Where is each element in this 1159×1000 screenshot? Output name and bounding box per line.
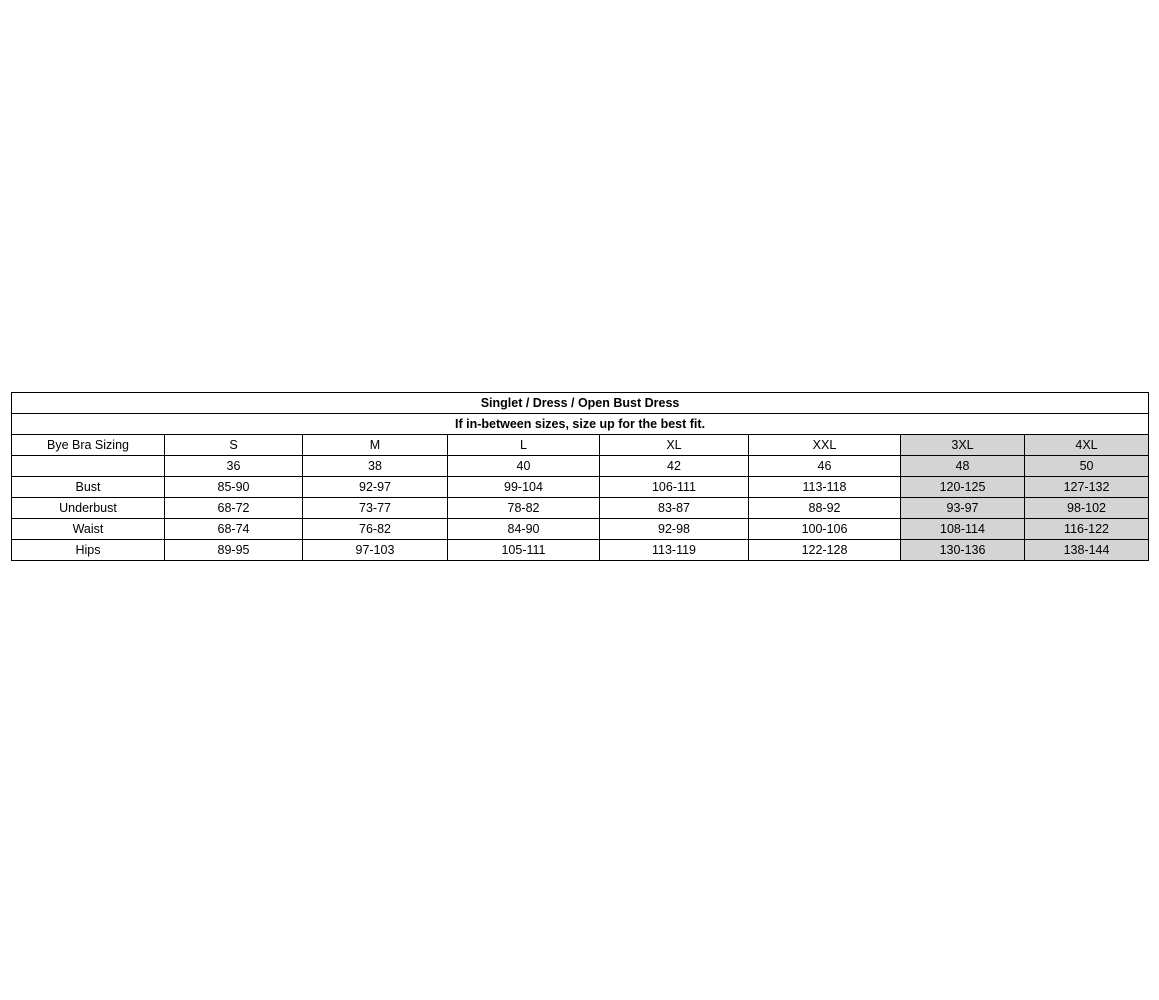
- cell-waist-l: 84-90: [448, 519, 600, 540]
- numeric-sizes-label: [12, 456, 165, 477]
- row-label-bust: Bust: [12, 477, 165, 498]
- cell-hips-l: 105-111: [448, 540, 600, 561]
- cell-underbust-xxl: 88-92: [749, 498, 901, 519]
- table-row: [12, 456, 1149, 477]
- cell-bust-l: 99-104: [448, 477, 600, 498]
- cell-underbust-m: 73-77: [303, 498, 448, 519]
- table-header-row: [12, 435, 1149, 456]
- cell-waist-m: 76-82: [303, 519, 448, 540]
- size-chart-sheet: [11, 392, 1148, 561]
- table-row: [12, 519, 1149, 540]
- numeric-size-xl: 42: [600, 456, 749, 477]
- cell-waist-3xl: 108-114: [901, 519, 1025, 540]
- cell-bust-m: 92-97: [303, 477, 448, 498]
- chart-subtitle: If in-between sizes, size up for the best fit.: [12, 414, 1149, 435]
- numeric-size-xxl: 46: [749, 456, 901, 477]
- numeric-size-4xl: 50: [1025, 456, 1149, 477]
- cell-bust-xxl: 113-118: [749, 477, 901, 498]
- header-size-m: M: [303, 435, 448, 456]
- header-size-s: S: [165, 435, 303, 456]
- header-label: Bye Bra Sizing: [12, 435, 165, 456]
- numeric-size-l: 40: [448, 456, 600, 477]
- size-chart-table: [11, 392, 1149, 561]
- cell-bust-3xl: 120-125: [901, 477, 1025, 498]
- chart-title: Singlet / Dress / Open Bust Dress: [12, 393, 1149, 414]
- table-subtitle-row: [12, 414, 1149, 435]
- row-label-waist: Waist: [12, 519, 165, 540]
- numeric-size-m: 38: [303, 456, 448, 477]
- cell-hips-4xl: 138-144: [1025, 540, 1149, 561]
- cell-bust-4xl: 127-132: [1025, 477, 1149, 498]
- header-size-xl: XL: [600, 435, 749, 456]
- table-row: [12, 498, 1149, 519]
- cell-underbust-4xl: 98-102: [1025, 498, 1149, 519]
- cell-hips-xl: 113-119: [600, 540, 749, 561]
- cell-underbust-3xl: 93-97: [901, 498, 1025, 519]
- cell-underbust-xl: 83-87: [600, 498, 749, 519]
- cell-hips-s: 89-95: [165, 540, 303, 561]
- cell-waist-xl: 92-98: [600, 519, 749, 540]
- table-row: [12, 477, 1149, 498]
- row-label-hips: Hips: [12, 540, 165, 561]
- header-size-4xl: 4XL: [1025, 435, 1149, 456]
- numeric-size-3xl: 48: [901, 456, 1025, 477]
- cell-hips-m: 97-103: [303, 540, 448, 561]
- table-title-row: [12, 393, 1149, 414]
- numeric-size-s: 36: [165, 456, 303, 477]
- cell-hips-xxl: 122-128: [749, 540, 901, 561]
- cell-waist-4xl: 116-122: [1025, 519, 1149, 540]
- cell-bust-s: 85-90: [165, 477, 303, 498]
- table-row: [12, 540, 1149, 561]
- header-size-xxl: XXL: [749, 435, 901, 456]
- cell-bust-xl: 106-111: [600, 477, 749, 498]
- cell-waist-s: 68-74: [165, 519, 303, 540]
- header-size-3xl: 3XL: [901, 435, 1025, 456]
- row-label-underbust: Underbust: [12, 498, 165, 519]
- header-size-l: L: [448, 435, 600, 456]
- cell-waist-xxl: 100-106: [749, 519, 901, 540]
- cell-underbust-s: 68-72: [165, 498, 303, 519]
- cell-underbust-l: 78-82: [448, 498, 600, 519]
- cell-hips-3xl: 130-136: [901, 540, 1025, 561]
